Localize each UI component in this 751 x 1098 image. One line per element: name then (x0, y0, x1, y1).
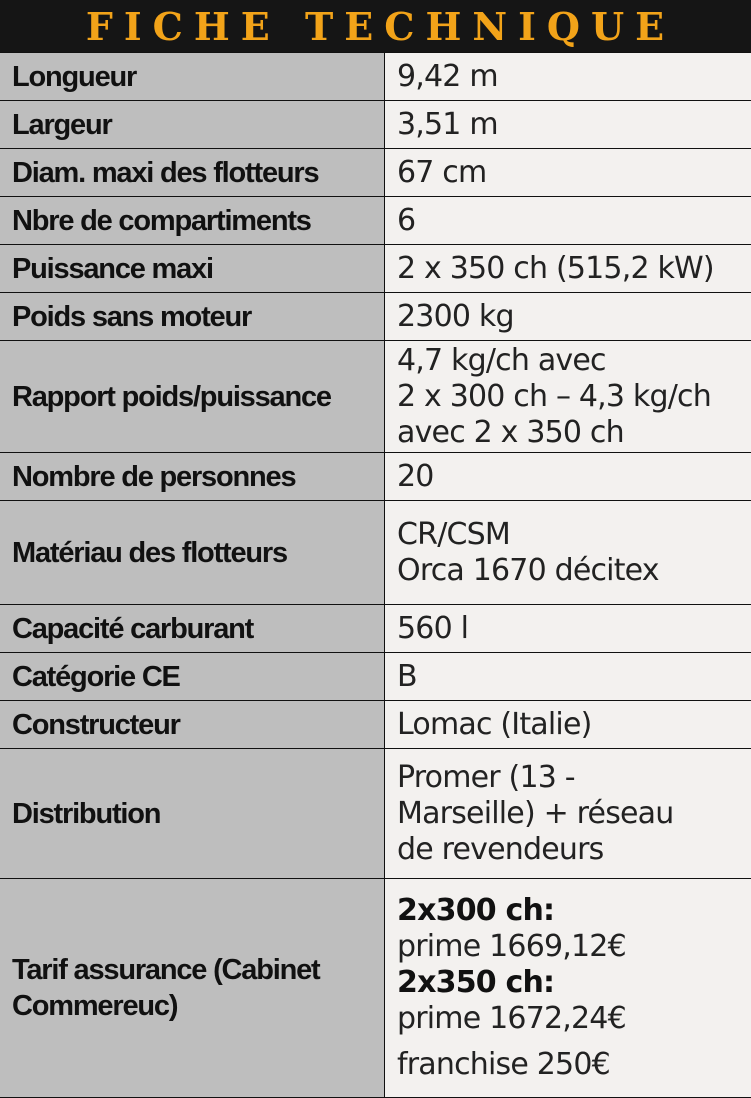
row-label: Constructeur (0, 701, 385, 748)
table-row (0, 244, 751, 292)
tariff-premium: prime 1672,24€ (397, 1001, 626, 1036)
tariff-heading: 2x300 ch: (397, 893, 555, 928)
row-label: Capacité carburant (0, 605, 385, 652)
row-value: 2300 kg (385, 293, 751, 340)
row-label: Largeur (0, 101, 385, 148)
row-label: Catégorie CE (0, 653, 385, 700)
tariff-premium: prime 1669,12€ (397, 929, 626, 964)
row-label: Longueur (0, 53, 385, 100)
row-label: Diam. maxi des flotteurs (0, 149, 385, 196)
row-value: 4,7 kg/ch avec 2 x 300 ch – 4,3 kg/ch avec 2 x 350 ch (385, 341, 751, 452)
table-row (0, 748, 751, 878)
row-label-line: Commereuc) (12, 990, 178, 1022)
spec-table (0, 52, 751, 1098)
row-label: Matériau des flotteurs (0, 501, 385, 604)
row-value: CR/CSM Orca 1670 décitex (385, 501, 751, 604)
row-value (385, 879, 751, 1097)
row-value: Lomac (Italie) (385, 701, 751, 748)
row-value: 67 cm (385, 149, 751, 196)
table-row (0, 878, 751, 1097)
row-label: Poids sans moteur (0, 293, 385, 340)
row-label: Distribution (0, 749, 385, 878)
table-row (0, 452, 751, 500)
table-row (0, 700, 751, 748)
table-row (0, 500, 751, 604)
table-row (0, 196, 751, 244)
row-value: 20 (385, 453, 751, 500)
row-value: 6 (385, 197, 751, 244)
table-row (0, 52, 751, 100)
row-value: 560 l (385, 605, 751, 652)
table-row (0, 100, 751, 148)
tariff-heading: 2x350 ch: (397, 965, 555, 1000)
row-label: Rapport poids/puissance (0, 341, 385, 452)
row-label (0, 879, 385, 1097)
row-value: 9,42 m (385, 53, 751, 100)
row-value: B (385, 653, 751, 700)
row-label: Nombre de personnes (0, 453, 385, 500)
sheet-title: FICHE TECHNIQUE (0, 0, 751, 52)
row-label: Nbre de compartiments (0, 197, 385, 244)
row-value: 3,51 m (385, 101, 751, 148)
row-value: Promer (13 - Marseille) + réseau de revendeurs (385, 749, 751, 878)
row-label-line: Tarif assurance (Cabinet (12, 954, 320, 986)
table-row (0, 292, 751, 340)
table-row (0, 148, 751, 196)
table-row (0, 652, 751, 700)
tariff-deductible: franchise 250€ (397, 1047, 610, 1082)
row-value: 2 x 350 ch (515,2 kW) (385, 245, 751, 292)
table-row (0, 340, 751, 452)
row-label: Puissance maxi (0, 245, 385, 292)
table-row (0, 604, 751, 652)
